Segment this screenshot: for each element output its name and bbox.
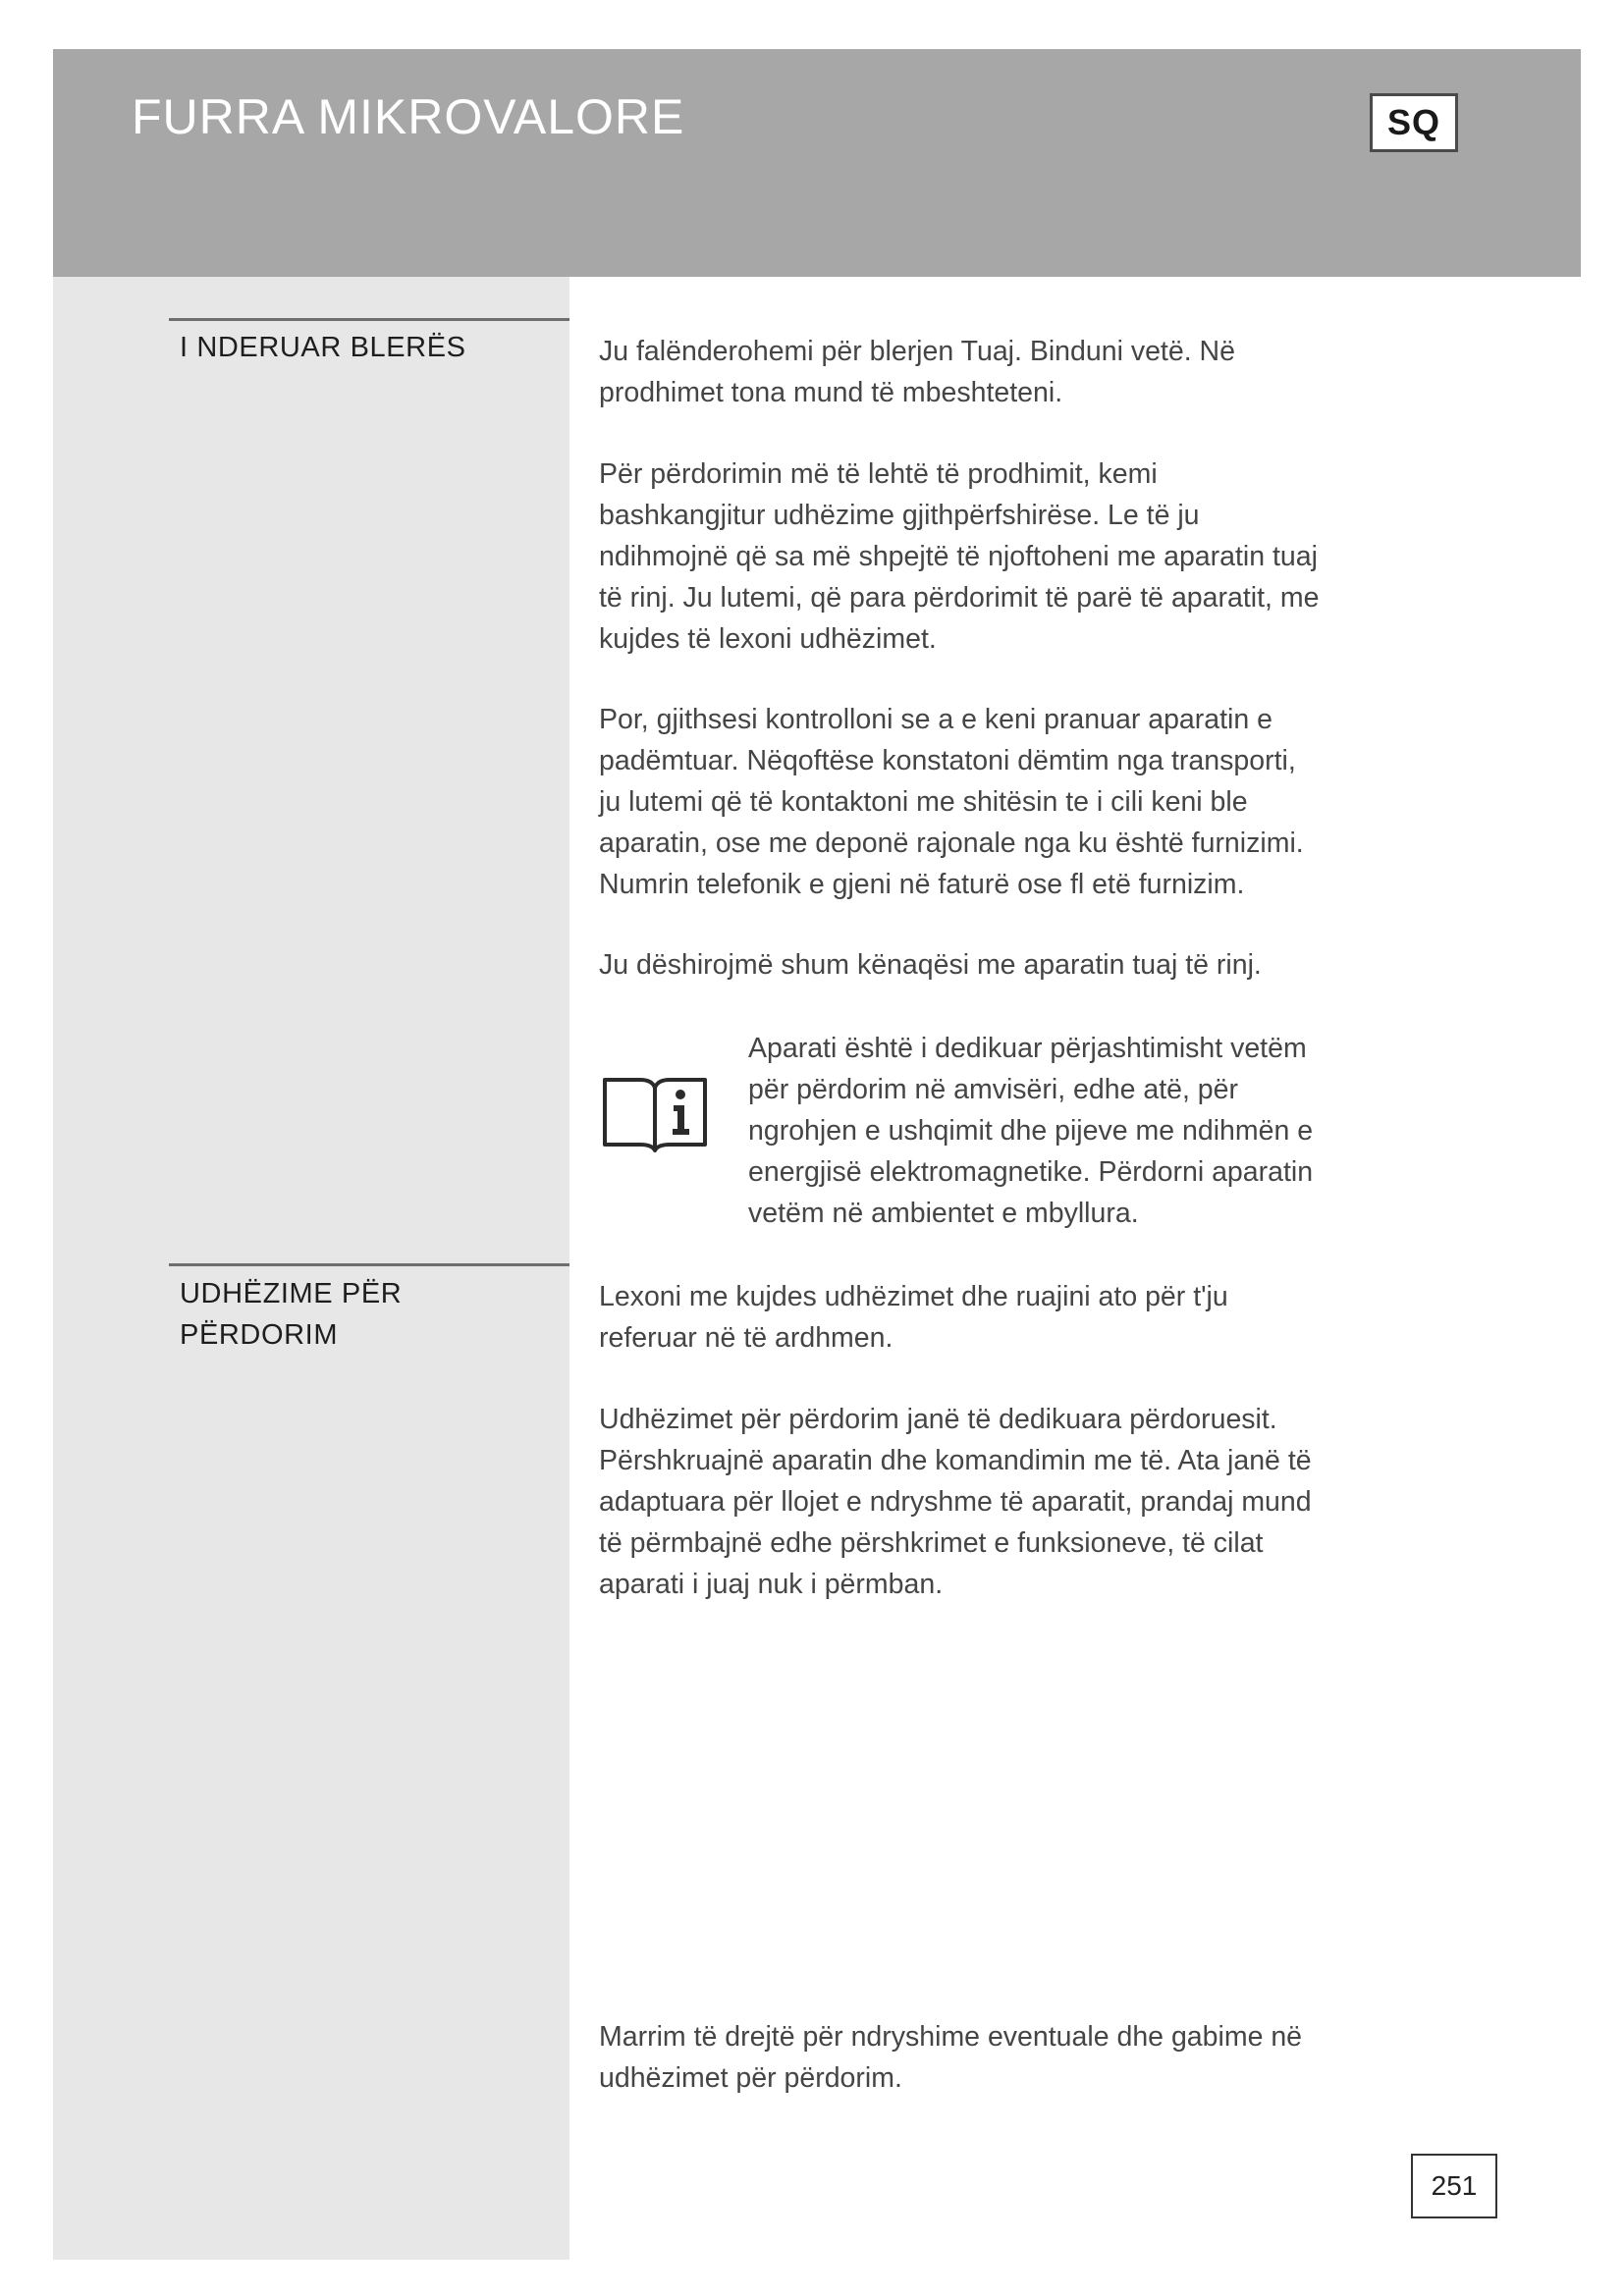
manual-info-icon [601, 1072, 709, 1152]
section-heading-instructions-for-use: UDHËZIME PËR PËRDORIM [180, 1278, 403, 1351]
footer-disclaimer: Marrim të drejtë për ndryshime eventuale dhe gabime në udhëzimet për përdorim. [599, 2021, 1303, 2094]
paragraph-instructions-attached: Për përdorimin më të lehtë të prodhimit, kemi bashkangjitur udhëzime gjithpërfshirëse. Le të ju ndihmojnë që sa më shpejtë të njoftoheni me aparatin tuaj të rinj. Ju lutemi, që para përdorimit të parë të aparatit, me kujdes të lexoni udhëzimet. [599, 458, 1320, 655]
section-divider [169, 1263, 569, 1266]
language-badge: SQ [1370, 93, 1458, 152]
section-divider [169, 318, 569, 321]
page-title: FURRA MIKROVALORE [132, 89, 685, 144]
left-sidebar-column [53, 277, 569, 2260]
paragraph-thanks: Ju falënderohemi për blerjen Tuaj. Binduni vetë. Në prodhimet tona mund të mbeshteteni. [599, 336, 1235, 408]
page-number: 251 [1411, 2154, 1497, 2218]
paragraph-wishes: Ju dëshirojmë shum kënaqësi me aparatin tuaj të rinj. [599, 949, 1262, 981]
paragraph-read-carefully: Lexoni me kujdes udhëzimet dhe ruajini ato për t'ju referuar në të ardhmen. [599, 1281, 1228, 1354]
paragraph-instructions-dedicated: Udhëzimet për përdorim janë të dedikuara përdoruesit. Përshkruajnë aparatin dhe komandimin me të. Ata janë të adaptuara për llojet e ndryshme të aparatit, prandaj mund të përmbajnë edhe përshkrimet e funksioneve, të cilat aparati i juaj nuk i përmban. [599, 1404, 1312, 1600]
paragraph-check-damage: Por, gjithsesi kontrolloni se a e keni pranuar aparatin e padëmtuar. Nëqoftëse konstatoni dëmtim nga transporti, ju lutemi që të kontaktoni me shitësin te i cili keni ble aparatin, ose me deponë rajonale nga ku është furnizimi. Numrin telefonik e gjeni në faturë ose fl etë furnizim. [599, 704, 1304, 900]
note-intended-use: Aparati është i dedikuar përjashtimisht vetëm për përdorim në amvisëri, edhe atë, për ngrohjen e ushqimit dhe pijeve me ndihmën e energjisë elektromagnetike. Përdorni aparatin vetëm në ambientet e mbyllura. [748, 1033, 1314, 1229]
section-heading-dear-buyer: I NDERUAR BLERËS [180, 332, 466, 363]
page-header-band [53, 49, 1581, 277]
